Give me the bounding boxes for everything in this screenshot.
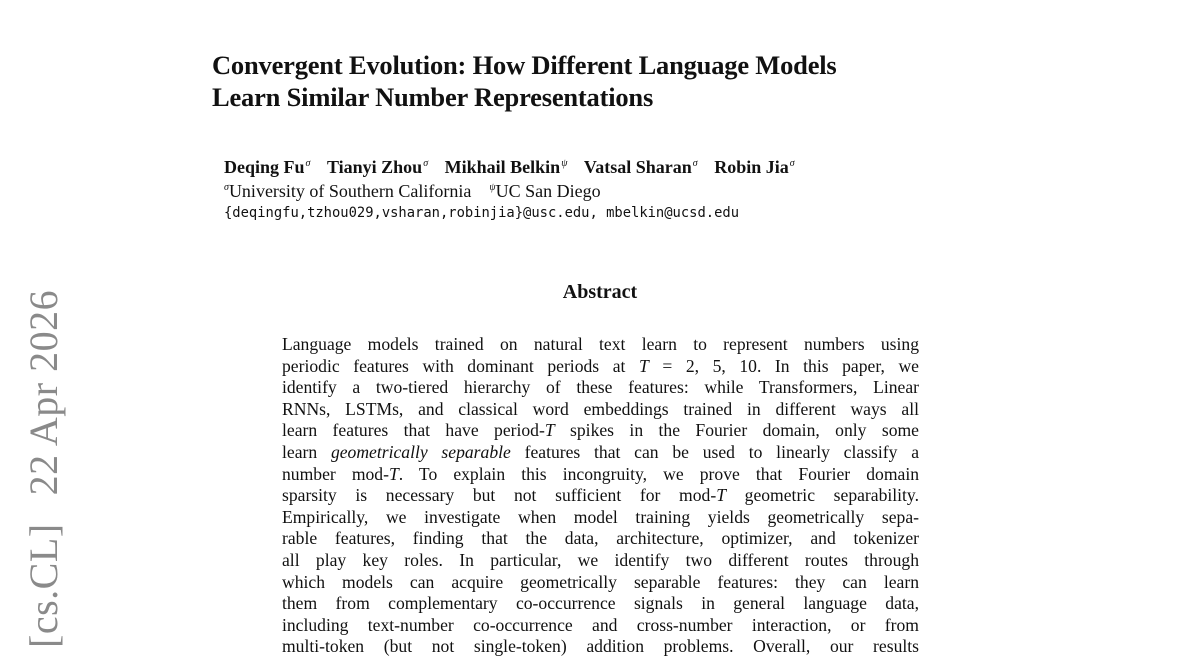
abstract-line: RNNs, LSTMs, and classical word embeddings trained in different ways all [282, 398, 919, 419]
author-list [224, 157, 807, 178]
abstract-line: learn features that have period-T spikes in the Fourier domain, only some [282, 420, 919, 441]
abstract-line: learn geometrically separable features that can be used to linearly classify a [282, 441, 920, 462]
abstract-line: identify a two-tiered hierarchy of these features: while Transformers, Linear [282, 377, 919, 398]
author: Robin Jia$^\sigma$ [714, 157, 795, 177]
abstract-line: multi-token (but not single-token) addition problems. Overall, our results [282, 636, 919, 657]
abstract-line: rable features, finding that the data, architecture, optimizer, and tokenizer [282, 528, 919, 549]
abstract-line: Empirically, we investigate when model training yields geometrically sepa- [282, 506, 919, 527]
abstract-line: number mod-T. To explain this incongruity, we prove that Fourier domain [282, 463, 920, 484]
affiliation-mark: ψ [561, 158, 568, 169]
affiliation: $^\sigma$University of Southern California [224, 181, 472, 201]
affiliations [224, 181, 601, 202]
arxiv-category: [cs.CL] [21, 523, 66, 648]
affiliation-mark: σ [692, 158, 698, 169]
abstract-line: including text-number co-occurrence and cross-number interaction, or from [282, 614, 919, 635]
affiliation-mark: σ [789, 158, 795, 169]
paper-title [212, 49, 972, 113]
arxiv-side-stamp [20, 262, 67, 648]
title-line-2: Learn Similar Number Representations [212, 82, 654, 112]
abstract-line: them from complementary co-occurrence signals in general language data, [282, 593, 919, 614]
author: Tianyi Zhou$^\sigma$ [326, 157, 429, 177]
abstract-line: periodic features with dominant periods at T = 2, 5, 10. In this paper, we [282, 355, 919, 376]
abstract-heading: Abstract [562, 281, 638, 303]
title-line-1: Convergent Evolution: How Different Language Models [212, 50, 837, 80]
abstract-line: all play key roles. In particular, we identify two different routes through [282, 549, 919, 570]
abstract-line: which models can acquire geometrically separable features: they can learn [282, 571, 919, 592]
author-emails: {deqingfu,tzhou029,vsharan,robinjia}@usc.edu, mbelkin@ucsd.edu [224, 205, 739, 221]
author: Vatsal Sharan$^\sigma$ [583, 157, 698, 177]
author: Deqing $Fu^\sigma$ [224, 157, 311, 177]
affiliation-mark: σ [305, 158, 311, 169]
abstract-body [282, 334, 919, 658]
arxiv-date: 22 Apr 2026 [21, 289, 66, 496]
abstract-line: Language models trained on natural text learn to represent numbers using [282, 334, 919, 354]
abstract-line: sparsity is necessary but not sufficient for mod-T geometric separability. [282, 485, 919, 506]
affiliation: $^\psi$UC San Diego [489, 181, 601, 201]
author: Mikhail Belkin$^\psi$ [444, 157, 568, 177]
affiliation-mark: σ [423, 158, 429, 169]
